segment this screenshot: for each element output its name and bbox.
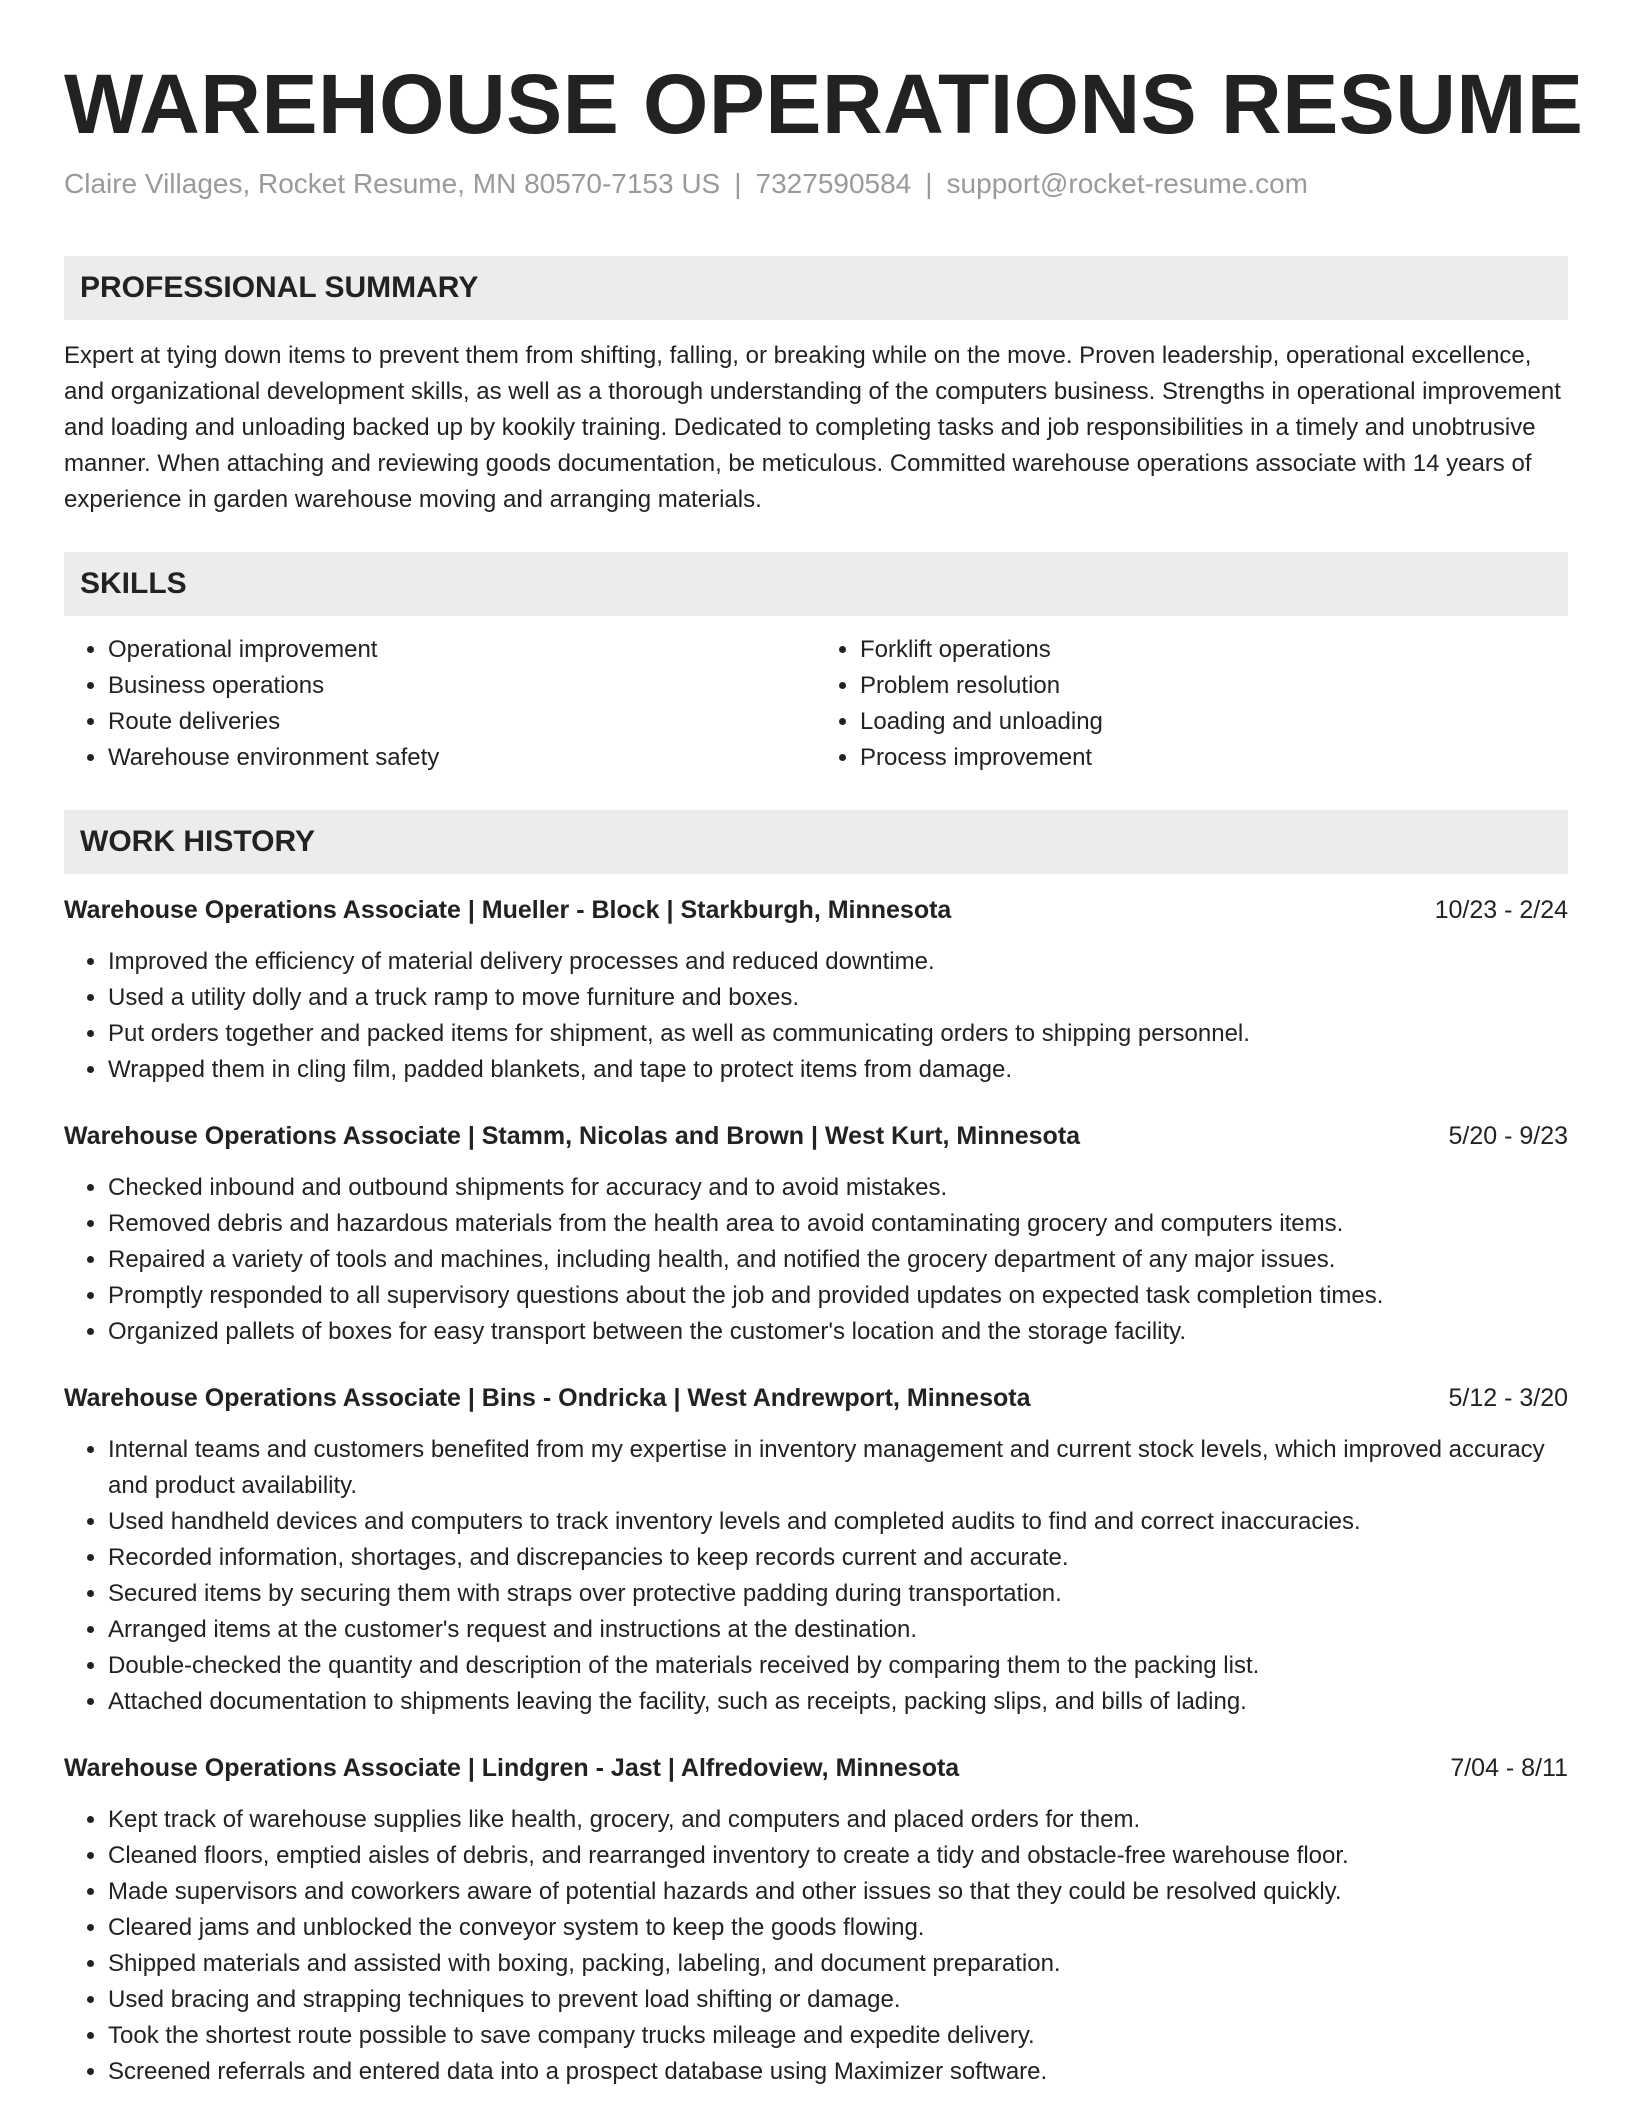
job-header <box>64 1750 1568 1786</box>
job-bullet: • Took the shortest route possible to save company trucks mileage and expedite delivery. <box>108 2018 1568 2054</box>
work-history-heading: WORK HISTORY <box>64 810 1568 874</box>
contact-separator: | <box>734 168 742 199</box>
job-dates: 10/23 - 2/24 <box>1434 896 1568 924</box>
job-bullet: • Improved the efficiency of material delivery processes and reduced downtime. <box>108 944 1568 980</box>
job-title: Warehouse Operations Associate | Mueller - Block | Starkburgh, Minnesota <box>64 896 952 924</box>
job-bullet: • Used handheld devices and computers to track inventory levels and completed audits to find and correct inaccuracies. <box>108 1504 1568 1540</box>
skill-item: • Problem resolution <box>860 668 1568 704</box>
job-bullets <box>64 944 1568 1088</box>
job-bullet: • Promptly responded to all supervisory questions about the job and provided updates on expected task completion times. <box>108 1278 1568 1314</box>
job-bullet: • Wrapped them in cling film, padded blankets, and tape to protect items from damage. <box>108 1052 1568 1088</box>
job-bullet: • Arranged items at the customer's request and instructions at the destination. <box>108 1612 1568 1648</box>
job-bullets <box>64 1170 1568 1350</box>
skill-item: • Loading and unloading <box>860 704 1568 740</box>
job-title: Warehouse Operations Associate | Stamm, Nicolas and Brown | West Kurt, Minnesota <box>64 1122 1081 1150</box>
job-header <box>64 1118 1568 1154</box>
job-title: Warehouse Operations Associate | Lindgren - Jast | Alfredoview, Minnesota <box>64 1754 960 1782</box>
job-title: Warehouse Operations Associate | Bins - Ondricka | West Andrewport, Minnesota <box>64 1384 1031 1412</box>
job-bullet: • Cleaned floors, emptied aisles of debris, and rearranged inventory to create a tidy and obstacle-free warehouse floor. <box>108 1838 1568 1874</box>
job-dates: 5/12 - 3/20 <box>1448 1384 1568 1412</box>
job-bullets <box>64 1802 1568 2090</box>
contact-separator: | <box>925 168 933 199</box>
skills-column-right <box>816 632 1568 776</box>
contact-line <box>64 164 1568 204</box>
job-bullet: • Used a utility dolly and a truck ramp to move furniture and boxes. <box>108 980 1568 1016</box>
job-bullet: • Internal teams and customers benefited from my expertise in inventory management and current stock levels, which improved accuracy and product availability. <box>108 1432 1568 1504</box>
job-entry <box>64 1750 1568 2090</box>
skills-column-left <box>64 632 816 776</box>
job-bullet: • Attached documentation to shipments leaving the facility, such as receipts, packing slips, and bills of lading. <box>108 1684 1568 1720</box>
job-entry <box>64 892 1568 1088</box>
job-dates: 5/20 - 9/23 <box>1448 1122 1568 1150</box>
job-bullet: • Put orders together and packed items for shipment, as well as communicating orders to shipping personnel. <box>108 1016 1568 1052</box>
contact-phone: 7327590584 <box>755 168 912 199</box>
job-bullet: • Secured items by securing them with straps over protective padding during transportation. <box>108 1576 1568 1612</box>
job-bullet: • Used bracing and strapping techniques to prevent load shifting or damage. <box>108 1982 1568 2018</box>
resume-title: WAREHOUSE OPERATIONS RESUME <box>64 57 1584 151</box>
job-dates: 7/04 - 8/11 <box>1450 1754 1568 1782</box>
job-bullet: • Kept track of warehouse supplies like health, grocery, and computers and placed orders for them. <box>108 1802 1568 1838</box>
job-bullet: • Checked inbound and outbound shipments for accuracy and to avoid mistakes. <box>108 1170 1568 1206</box>
job-bullet: • Made supervisors and coworkers aware of potential hazards and other issues so that they could be resolved quickly. <box>108 1874 1568 1910</box>
job-bullets <box>64 1432 1568 1720</box>
job-header <box>64 1380 1568 1416</box>
skills-list <box>64 632 1568 776</box>
job-entry <box>64 1118 1568 1350</box>
contact-address: Claire Villages, Rocket Resume, MN 80570-7153 US <box>64 168 721 199</box>
job-bullet: • Recorded information, shortages, and discrepancies to keep records current and accurate. <box>108 1540 1568 1576</box>
job-header <box>64 892 1568 928</box>
skill-item: • Forklift operations <box>860 632 1568 668</box>
job-bullet: • Removed debris and hazardous materials from the health area to avoid contaminating grocery and computers items. <box>108 1206 1568 1242</box>
skill-item: • Business operations <box>108 668 816 704</box>
job-bullet: • Repaired a variety of tools and machines, including health, and notified the grocery department of any major issues. <box>108 1242 1568 1278</box>
summary-heading: PROFESSIONAL SUMMARY <box>64 256 1568 320</box>
job-bullet: • Cleared jams and unblocked the conveyor system to keep the goods flowing. <box>108 1910 1568 1946</box>
skill-item: • Operational improvement <box>108 632 816 668</box>
skill-item: • Process improvement <box>860 740 1568 776</box>
job-bullet: • Shipped materials and assisted with boxing, packing, labeling, and document preparation. <box>108 1946 1568 1982</box>
job-bullet: • Double-checked the quantity and description of the materials received by comparing them to the packing list. <box>108 1648 1568 1684</box>
contact-email: support@rocket-resume.com <box>946 168 1308 199</box>
summary-text: Expert at tying down items to prevent them from shifting, falling, or breaking while on the move. Proven leadership, operational excellence, and organizational development skills, as well as a thorough understanding of the computers business. Strengths in operational improvement and loading and unloading backed up by kookily training. Dedicated to completing tasks and job responsibilities in a timely and unobtrusive manner. When attaching and reviewing goods documentation, be meticulous. Committed warehouse operations associate with 14 years of experience in garden warehouse moving and arranging materials. <box>64 342 1561 513</box>
skill-item: • Warehouse environment safety <box>108 740 816 776</box>
skill-item: • Route deliveries <box>108 704 816 740</box>
job-bullet: • Organized pallets of boxes for easy transport between the customer's location and the storage facility. <box>108 1314 1568 1350</box>
job-entry <box>64 1380 1568 1720</box>
job-bullet: • Screened referrals and entered data into a prospect database using Maximizer software. <box>108 2054 1568 2090</box>
skills-heading: SKILLS <box>64 552 1568 616</box>
